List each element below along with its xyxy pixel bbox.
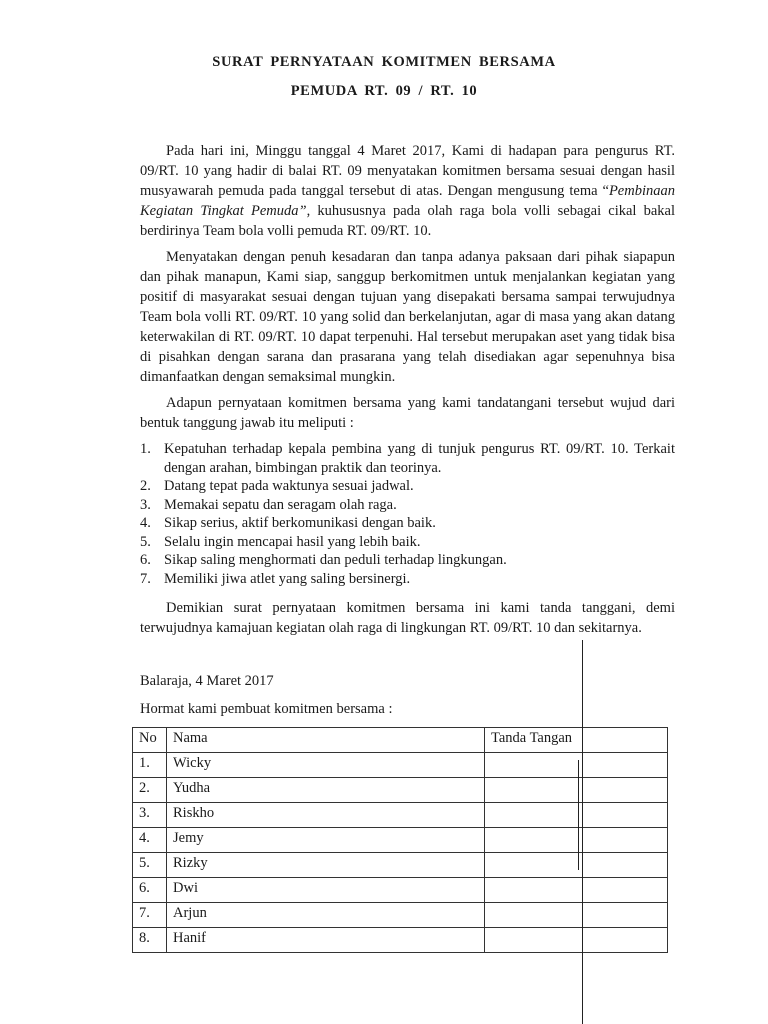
list-item (140, 570, 675, 589)
cell-signature (485, 928, 668, 953)
list-item-number: 4. (140, 515, 151, 531)
place-date: Balaraja, 4 Maret 2017 (140, 673, 274, 689)
table-row (133, 903, 668, 928)
cell-signature (485, 903, 668, 928)
table-row (133, 753, 668, 778)
header-no: No (133, 728, 167, 753)
paragraph-statement-text: Menyatakan dengan penuh kesadaran dan tanpa adanya paksaan dari pihak siapapun dan pihak manapun, Kami siap, sanggup berkomitmen untuk menjalankan kegiatan yang positif di masyarakat sesuai dengan tujuan yang disepakati bersama sampai terwujudnya Team bola volli RT. 09/RT. 10 yang solid dan berkelanjutan, agar di masa yang akan datang keterwakilan di RT. 09/RT. 10 dapat terpenuhi. Hal tersebut merupakan aset yang tidak bisa di pisahkan dengan sarana dan prasarana yang telah disediakan agar sepenuhnya bisa dimanfaatkan dengan semaksimal mungkin. (140, 249, 675, 385)
list-item-number: 2. (140, 478, 151, 494)
paragraph-closing-text: Demikian surat pernyataan komitmen bersama ini kami tanda tanggani, demi terwujudnya kamajuan kegiatan olah raga di lingkungan RT. 09/RT. 10 dan sekitarnya. (140, 600, 675, 636)
cell-signature (485, 853, 668, 878)
cell-nama: Wicky (167, 753, 485, 778)
list-item-number: 3. (140, 496, 151, 513)
cell-no: 8. (133, 928, 167, 953)
list-item (140, 514, 675, 533)
header-tanda-tangan: Tanda Tangan (485, 728, 668, 753)
paragraph-scope (140, 393, 675, 433)
paragraph-statement (140, 247, 675, 387)
table-row (133, 928, 668, 953)
scan-margin-line-short (578, 760, 579, 870)
list-item-text: Sikap saling menghormati dan peduli terhadap lingkungan. (164, 552, 507, 568)
cell-nama: Arjun (167, 903, 485, 928)
list-item (140, 551, 675, 570)
list-item-text: Memiliki jiwa atlet yang saling bersinergi. (164, 570, 411, 587)
cell-no: 4. (133, 828, 167, 853)
paragraph-opening-text-b: , kuhususnya pada olah raga bola volli sebagai cikal bakal berdirinya Team bola volli pemuda RT. 09/RT. 10. (140, 203, 676, 239)
cell-nama: Yudha (167, 778, 485, 803)
paragraph-theme: Pembinaan Kegiatan Tingkat Pemuda” (140, 183, 675, 219)
cell-no: 5. (133, 853, 167, 878)
list-item-number: 1. (140, 441, 151, 457)
table-row (133, 828, 668, 853)
table-header-row (133, 728, 668, 753)
table-row (133, 778, 668, 803)
list-item (140, 533, 675, 552)
cell-signature (485, 778, 668, 803)
cell-nama: Jemy (167, 828, 485, 853)
list-item-text: Selalu ingin mencapai hasil yang lebih baik. (164, 533, 421, 550)
cell-no: 3. (133, 803, 167, 828)
list-item-number: 7. (140, 570, 151, 587)
cell-no: 1. (133, 753, 167, 778)
cell-signature (485, 828, 668, 853)
document-title: SURAT PERNYATAAN KOMITMEN BERSAMA (212, 54, 556, 70)
cell-signature (485, 753, 668, 778)
cell-no: 7. (133, 903, 167, 928)
scan-margin-line (582, 640, 583, 1024)
table-row (133, 803, 668, 828)
list-item (140, 496, 675, 515)
cell-no: 2. (133, 778, 167, 803)
signatory-intro: Hormat kami pembuat komitmen bersama : (140, 701, 393, 717)
cell-nama: Riskho (167, 803, 485, 828)
paragraph-opening-text-a: Pada hari ini, Minggu tanggal 4 Maret 2017, Kami di hadapan para pengurus RT. 09/RT. 10 yang hadir di balai RT. 09 menyatakan komitmen bersama sesuai dengan hasil musyawarah pemuda pada tanggal tersebut di atas. Dengan mengusung tema “ (140, 143, 675, 199)
list-item (140, 477, 675, 496)
paragraph-opening (140, 141, 675, 241)
document-subtitle: PEMUDA RT. 09 / RT. 10 (290, 83, 478, 99)
list-item-text: Sikap serius, aktif berkomunikasi dengan baik. (164, 515, 436, 531)
cell-no: 6. (133, 878, 167, 903)
cell-signature (485, 878, 668, 903)
commitment-list (140, 440, 675, 588)
table-row (133, 853, 668, 878)
signature-table (132, 727, 668, 953)
list-item-number: 5. (140, 533, 151, 550)
cell-nama: Dwi (167, 878, 485, 903)
list-item-number: 6. (140, 552, 151, 568)
list-item-text: Datang tepat pada waktunya sesuai jadwal. (164, 478, 414, 494)
paragraph-closing (140, 598, 675, 638)
list-item-text: Kepatuhan terhadap kepala pembina yang di tunjuk pengurus RT. 09/RT. 10. Terkait dengan arahan, bimbingan praktik dan teorinya. (164, 441, 675, 476)
header-nama: Nama (167, 728, 485, 753)
paragraph-scope-text: Adapun pernyataan komitmen bersama yang kami tandatangani tersebut wujud dari bentuk tanggung jawab itu meliputi : (140, 395, 675, 431)
cell-signature (485, 803, 668, 828)
cell-nama: Rizky (167, 853, 485, 878)
list-item-text: Memakai sepatu dan seragam olah raga. (164, 496, 397, 513)
list-item (140, 440, 675, 477)
table-row (133, 878, 668, 903)
cell-nama: Hanif (167, 928, 485, 953)
